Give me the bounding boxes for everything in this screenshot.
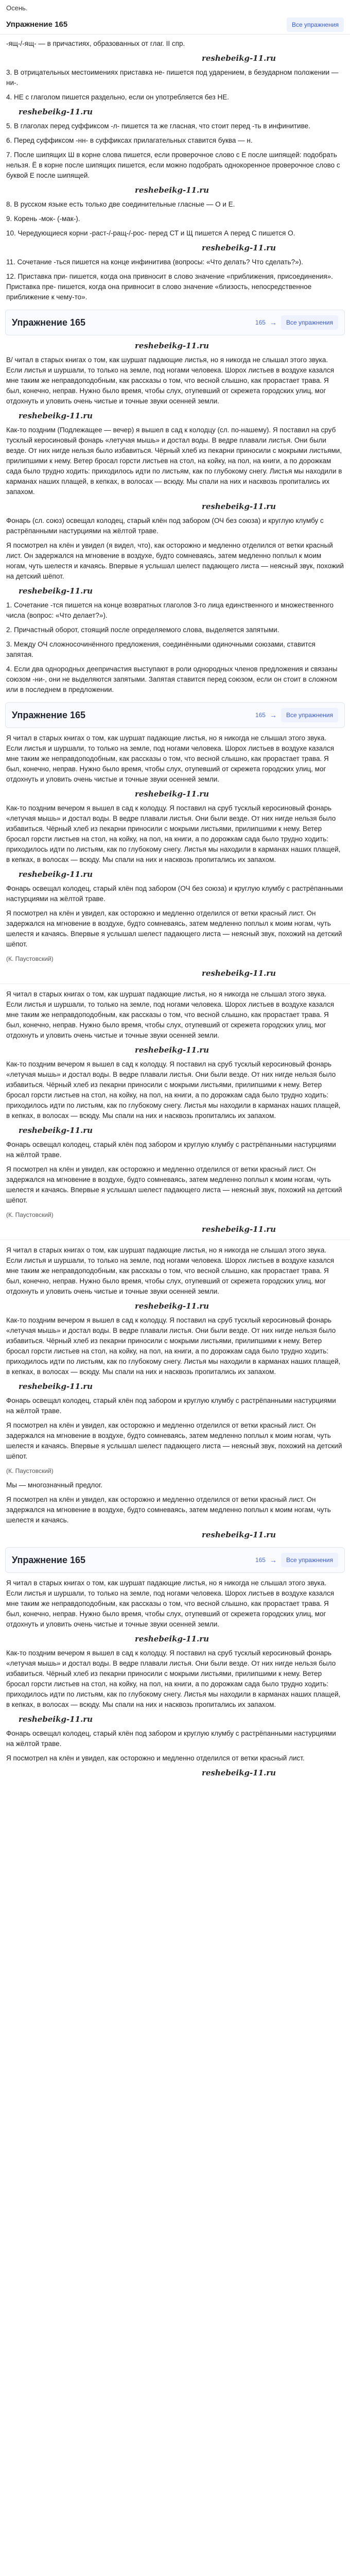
rule-item: 8. В русском языке есть только две соединительные гласные — О и Е. [6, 200, 235, 208]
header-title: Упражнение 165 [6, 20, 68, 29]
rule-item: 5. В глаголах перед суффиксом -л- пишется та же гласная, что стоит перед -ть в инфинитиве. [6, 122, 310, 130]
exercise-text-4 [0, 1245, 350, 1540]
paragraph: Я посмотрел на клён и увидел, как осторожно и медленно отделился от ветки красный лист. Он задержался на мгновение в воздухе, будто сомневаясь, затем медленно поплыл к моим ногам, чуть шелестя и качаясь. [6, 1496, 331, 1524]
exercise-header [5, 1547, 345, 1573]
exercise-text-1 [0, 341, 350, 695]
watermark: reshebeikg-11.ru [19, 870, 93, 879]
watermark: reshebeikg-11.ru [202, 1768, 276, 1777]
watermark: reshebeikg-11.ru [135, 185, 209, 195]
rule-item: 6. Перед суффиксом -нн- в суффиксах прилагательных ставится буква — н. [6, 137, 253, 144]
paragraph: Как-то поздним вечером я вышел в сад к колодцу. Я поставил на сруб тусклый керосиновый фонарь «летучая мышь» и достал воды. В ведре плавали листья. Они были везде. От них нигде нельзя было избавиться. Чёрный хлеб из пекарни приносили с мокрыми листьями, прилипшими к нему. Ветер бросал горсти листьев на стол, на койку, на пол, на книги, а по дорожкам сада было трудно ходить: приходилось идти по листьям, как по глубокому снегу. Листья мы находили в карманах наших плащей, в кепках, в волосах — всюду. Мы спали на них и насквозь пропитались их запахом. [6, 1649, 341, 1708]
rule-item: 4. НЕ с глаголом пишется раздельно, если он употребляется без НЕ. [6, 93, 230, 101]
rule-item: 4. Если два однородных деепричастия выступают в роли однородных членов предложения и связаны союзом -ни-, они не выделяются запятыми. Запятая ставится перед союзом, если он стоит в сложном или в последнем в предложении. [6, 665, 338, 693]
paragraph: Я читал в старых книгах о том, как шуршат падающие листья, но я никогда не слышал этого звука. Если листья и шуршали, то только на земле, под ногами человека. Шорох листьев в воздухе казался мне таким же неправдоподобным, как рассказы о том, что весной слышно, как прорастает трава. Я был, конечно, неправ. Нужно было время, чтобы слух, отупевший от скрежета городских улиц, мог отдохнуть и уловить очень чистые и точные звуки осенней земли. [6, 734, 335, 783]
watermark: reshebeikg-11.ru [135, 341, 209, 350]
paragraph: Я посмотрел на клён и увидел, как осторожно и медленно отделился от ветки красный лист. Он задержался на мгновение в воздухе, будто сомневаясь, затем медленно поплыл к моим ногам, чуть шелестя и качаясь. Впервые я услышал шелест падающего листа — неясный звук, похожий на детский шёпот. [6, 909, 342, 948]
watermark: reshebeikg-11.ru [135, 1634, 209, 1643]
watermark: reshebeikg-11.ru [202, 1225, 276, 1234]
watermark: reshebeikg-11.ru [19, 1715, 93, 1724]
rule-item: 9. Корень -мок- (-мак-). [6, 215, 80, 223]
rule-item: 7. После шипящих Ш в корне слова пишется, если проверочное слово с Е после шипящей: подобрать нельзя. Ё в корне после шипящих пишется, если можно подобрать однокоренное проверочное слово с буквой Е после шипящей. [6, 151, 340, 179]
watermark: reshebeikg-11.ru [135, 1301, 209, 1311]
author-note: (К. Паустовский) [6, 1467, 54, 1475]
rule-item: 2. Причастный оборот, стоящий после определяемого слова, выделяется запятыми. [6, 626, 279, 634]
watermark: reshebeikg-11.ru [202, 1530, 276, 1539]
rule-item: 3. В отрицательных местоимениях приставка не- пишется под ударением, в безударном положении — ни-. [6, 69, 339, 87]
paragraph: Я посмотрел на клён и увидел, как осторожно и медленно отделился от ветки красный лист. Он задержался на мгновение в воздухе, будто сомневаясь, затем медленно поплыл к моим ногам, чуть шелестя и качаясь. Впервые я услышал шелест падающего листа — неясный звук, похожий на детский шёпот. [6, 1165, 342, 1204]
exercise-text-5 [0, 1578, 350, 1778]
exercise-nav [255, 315, 338, 330]
watermark: reshebeikg-11.ru [19, 411, 93, 420]
exercise-title: Упражнение 165 [12, 1555, 86, 1565]
paragraph: Фонарь освещал колодец, старый клён под забором и круглую клумбу с растрёпанными настурциями на жёлтой траве. [6, 1141, 336, 1159]
exercise-title: Упражнение 165 [12, 317, 86, 328]
watermark: reshebeikg-11.ru [135, 1045, 209, 1055]
header-strip [0, 15, 350, 35]
arrow-right-icon[interactable]: → [269, 1556, 277, 1564]
arrow-right-icon[interactable]: → [269, 711, 277, 719]
watermark: reshebeikg-11.ru [19, 1382, 93, 1391]
watermark: reshebeikg-11.ru [202, 243, 276, 252]
all-exercises-button[interactable]: Все упражнения [281, 315, 338, 330]
paragraph: Я читал в старых книгах о том, как шуршат падающие листья, но я никогда не слышал этого звука. Если листья и шуршали, то только на земле, под ногами человека. Шорох листьев в воздухе казался мне таким же неправдоподобным, как рассказы о том, что весной слышно, как прорастает трава. Я был, конечно, неправ. Нужно было время, чтобы слух, отупевший от скрежета городских улиц, мог отдохнуть и уловить очень чистые и точные звуки осенней земли. [6, 1246, 335, 1295]
exercise-nav [255, 708, 338, 722]
arrow-right-icon[interactable]: → [269, 318, 277, 327]
rule-item: 11. Сочетание -ться пишется на конце инфинитива (вопросы: «Что делать? Что сделать?»). [6, 258, 303, 266]
paragraph: Как-то поздним вечером я вышел в сад к колодцу. Я поставил на сруб тусклый керосиновый фонарь «летучая мышь» и достал воды. В ведре плавали листья. Они были везде. От них нигде нельзя было избавиться. Чёрный хлеб из пекарни приносили с мокрыми листьями, прилипшими к нему. Ветер бросал горсти листьев на стол, на койку, на пол, на книги, а по дорожкам сада было трудно ходить: приходилось идти по листьям, как по глубокому снегу. Листья мы находили в карманах наших плащей, в кепках, в волосах — всюду. Мы спали на них и насквозь пропитались их запахом. [6, 804, 341, 863]
exercise-nav [255, 1553, 338, 1567]
paragraph: Фонарь (сл. союз) освещал колодец, старый клён под забором (ОЧ без союза) и круглую клумбу с растрёпанными настурциями на жёлтой траве. [6, 517, 324, 535]
watermark: reshebeikg-11.ru [202, 969, 276, 978]
paragraph: Фонарь освещал колодец, старый клён под забором и круглую клумбу с растрёпанными настурциями на жёлтой траве. [6, 1397, 336, 1415]
paragraph: Я посмотрел на клён и увидел, как осторожно и медленно отделился от ветки красный лист. [6, 1754, 305, 1762]
paragraph: Фонарь освещал колодец, старый клён под забором и круглую клумбу с растрёпанными настурциями на жёлтой траве. [6, 1730, 336, 1748]
paragraph: Я посмотрел на клён и увидел, как осторожно и медленно отделился от ветки красный лист. Он задержался на мгновение в воздухе, будто сомневаясь, затем медленно поплыл к моим ногам, чуть шелестя и качаясь. Впервые я услышал шелест падающего листа — неясный звук, похожий на детский шёпот. [6, 1421, 342, 1460]
header-all-link[interactable]: Все упражнения [287, 18, 344, 32]
rules-section-1 [0, 39, 350, 302]
author-note: (К. Паустовский) [6, 955, 54, 962]
top-word: Осень. [6, 4, 28, 12]
watermark: reshebeikg-11.ru [19, 1126, 93, 1135]
exercise-text-2 [0, 733, 350, 978]
paragraph: В/ читал в старых книгах о том, как шуршат падающие листья, но я никогда не слышал этого звука. Если листья и шуршали, то только на земле, под ногами человека. Шорох листьев в воздухе казался мне таким же неправдоподобным, как рассказы о том, что весной слышно, как прорастает трава. Я был, конечно, неправ. Нужно было время, чтобы слух, отупевший от скрежета городских улиц, мог отдохнуть и уловить очень чистые и точные звуки осенней земли. [6, 356, 335, 405]
exercise-badge: 165 [255, 711, 266, 719]
paragraph: Фонарь освещал колодец, старый клён под забором (ОЧ без союза) и круглую клумбу с растрёпанными настурциями на жёлтой траве. [6, 885, 343, 903]
watermark: reshebeikg-11.ru [202, 54, 276, 63]
watermark: reshebeikg-11.ru [135, 789, 209, 799]
watermark: reshebeikg-11.ru [202, 502, 276, 511]
exercise-title: Упражнение 165 [12, 710, 86, 720]
author-note: (К. Паустовский) [6, 1211, 54, 1218]
rule-item: 12. Приставка при- пишется, когда она привносит в слово значение «приближения, присоединения». Приставка пре- пишется, когда она привносит в слово значение «близость, непосредственное приближение к чему-то». [6, 273, 333, 301]
watermark: reshebeikg-11.ru [19, 107, 93, 116]
rule-item: 3. Между ОЧ сложносочинённого предложения, соединёнными одиночными союзами, ставится запятая. [6, 640, 316, 658]
exercise-text-3 [0, 989, 350, 1234]
paragraph: Мы — многозначный предлог. [6, 1481, 102, 1489]
exercise-header [5, 702, 345, 728]
paragraph: Как-то поздним (Подлежащее — вечер) я вышел в сад к колодцу (сл. по-нашему). Я поставил на сруб тусклый керосиновый фонарь «летучая мышь» и достал воды. В ведре плавали листья. Они были везде. От них нигде нельзя было избавиться. Чёрный хлеб из пекарни приносили с мокрыми листьями, прилипшими к нему. Ветер бросал горсти листьев на стол, на койку, на пол, на книги, а по дорожкам сада было трудно ходить: приходилось идти по листьям, как по глубокому снегу. Листья мы находили в карманах наших плащей, в кепках, в волосах — всюду. Мы спали на них и насквозь пропитались их запахом. [6, 426, 342, 496]
exercise-badge: 165 [255, 1556, 266, 1564]
watermark: reshebeikg-11.ru [19, 586, 93, 596]
exercise-badge: 165 [255, 319, 266, 326]
paragraph: Я читал в старых книгах о том, как шуршат падающие листья, но я никогда не слышал этого звука. Если листья и шуршали, то только на земле, под ногами человека. Шорох листьев в воздухе казался мне таким же неправдоподобным, как рассказы о том, что весной слышно, как прорастает трава. Я был, конечно, неправ. Нужно было время, чтобы слух, отупевший от скрежета городских улиц, мог отдохнуть и уловить очень чистые и точные звуки осенней земли. [6, 990, 335, 1039]
paragraph: Я читал в старых книгах о том, как шуршат падающие листья, но я никогда не слышал этого звука. Если листья и шуршали, то только на земле, под ногами человека. Шорох листьев в воздухе казался мне таким же неправдоподобным, как рассказы о том, что весной слышно, как прорастает трава. Я был, конечно, неправ. Нужно было время, чтобы слух, отупевший от скрежета городских улиц, мог отдохнуть и уловить очень чистые и точные звуки осенней земли. [6, 1579, 335, 1628]
all-exercises-button[interactable]: Все упражнения [281, 1553, 338, 1567]
paragraph: Как-то поздним вечером я вышел в сад к колодцу. Я поставил на сруб тусклый керосиновый фонарь «летучая мышь» и достал воды. В ведре плавали листья. Они были везде. От них нигде нельзя было избавиться. Чёрный хлеб из пекарни приносили с мокрыми листьями, прилипшими к нему. Ветер бросал горсти листьев на стол, на койку, на пол, на книги, а по дорожкам сада было трудно ходить: приходилось идти по листьям, как по глубокому снегу. Листья мы находили в карманах наших плащей, в кепках, в волосах — всюду. Мы спали на них и насквозь пропитались их запахом. [6, 1316, 341, 1376]
exercise-header [5, 310, 345, 335]
paragraph: Как-то поздним вечером я вышел в сад к колодцу. Я поставил на сруб тусклый керосиновый фонарь «летучая мышь» и достал воды. В ведре плавали листья. Они были везде. От них нигде нельзя было избавиться. Чёрный хлеб из пекарни приносили с мокрыми листьями, прилипшими к нему. Ветер бросал горсти листьев на стол, на койку, на пол, на книги, а по дорожкам сада было трудно ходить: приходилось идти по листьям, как по глубокому снегу. Листья мы находили в карманах наших плащей, в кепках, в волосах — всюду. Мы спали на них и насквозь пропитались их запахом. [6, 1060, 341, 1120]
paragraph: Я посмотрел на клён и увидел (я видел, что), как осторожно и медленно отделился от ветки красный лист. Он задержался на мгновение в воздухе, будто сомневаясь, затем медленно поплыл к моим ногам, чуть шелестя и качаясь. Впервые я услышал шелест падающего листа — неясный звук, похожий на детский шёпот. [6, 541, 344, 580]
rule-item: 10. Чередующиеся корни -раст-/-ращ-/-рос- перед СТ и Щ пишется А перед С пишется О. [6, 229, 295, 237]
all-exercises-button[interactable]: Все упражнения [281, 708, 338, 722]
rule-item: -ящ-/-ящ- — в причастиях, образованных от глаг. II спр. [6, 40, 185, 47]
rule-item: 1. Сочетание -тся пишется на конце возвратных глаголов 3-го лица единственного и множественного числа (вопрос: «Что делает?»). [6, 601, 334, 619]
